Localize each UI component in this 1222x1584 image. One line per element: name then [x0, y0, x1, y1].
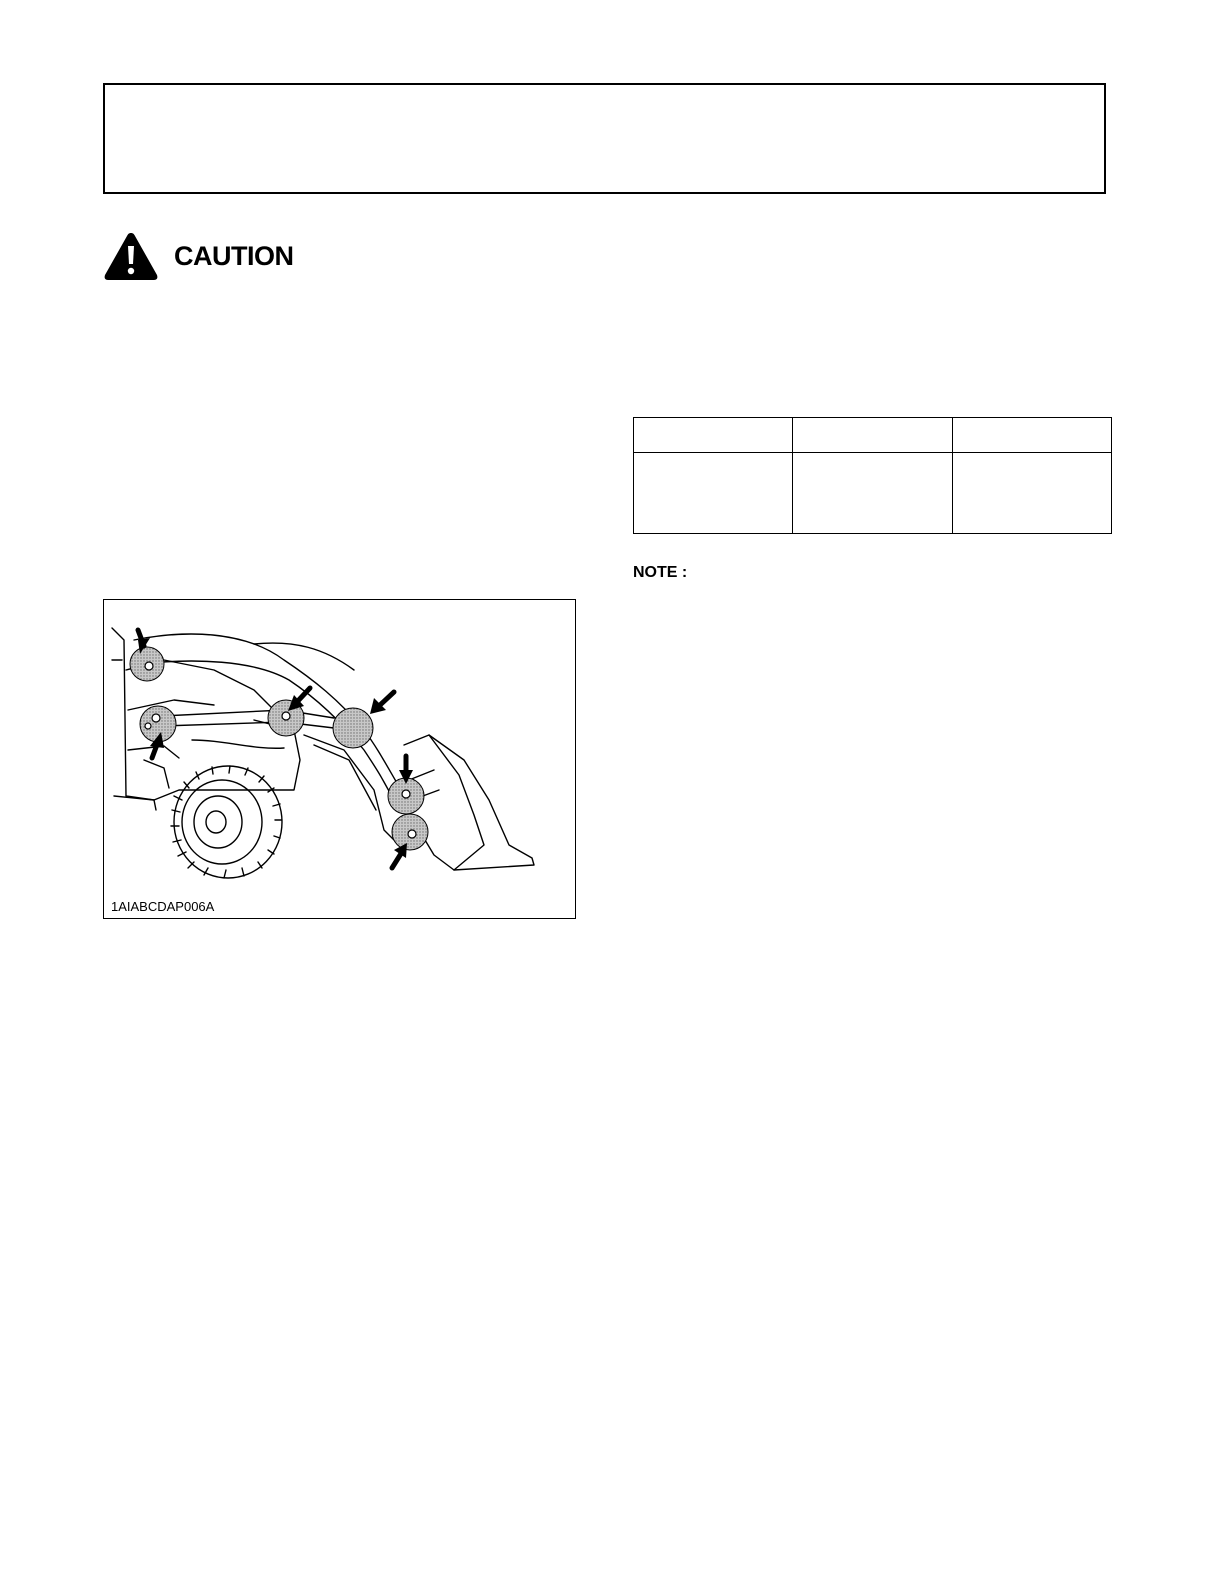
note-label: NOTE [633, 564, 678, 581]
figure-caption: 1AIABCDAP006A [111, 899, 215, 914]
note-heading [633, 564, 687, 582]
figure-loader-grease-points [103, 599, 576, 919]
loader-grease-points-illustration [104, 600, 576, 919]
warning-triangle-icon [103, 231, 159, 281]
table-header-cell [952, 418, 1111, 453]
note-separator: : [677, 564, 688, 581]
caution-heading [103, 230, 294, 282]
spec-table [633, 417, 1112, 534]
table-cell [952, 453, 1111, 534]
table-row [634, 453, 1112, 534]
table-header-cell [793, 418, 952, 453]
table-header-row [634, 418, 1112, 453]
table-header-cell [634, 418, 793, 453]
caution-label: CAUTION [174, 240, 294, 271]
header-box [103, 83, 1106, 194]
table-cell [793, 453, 952, 534]
table-cell [634, 453, 793, 534]
